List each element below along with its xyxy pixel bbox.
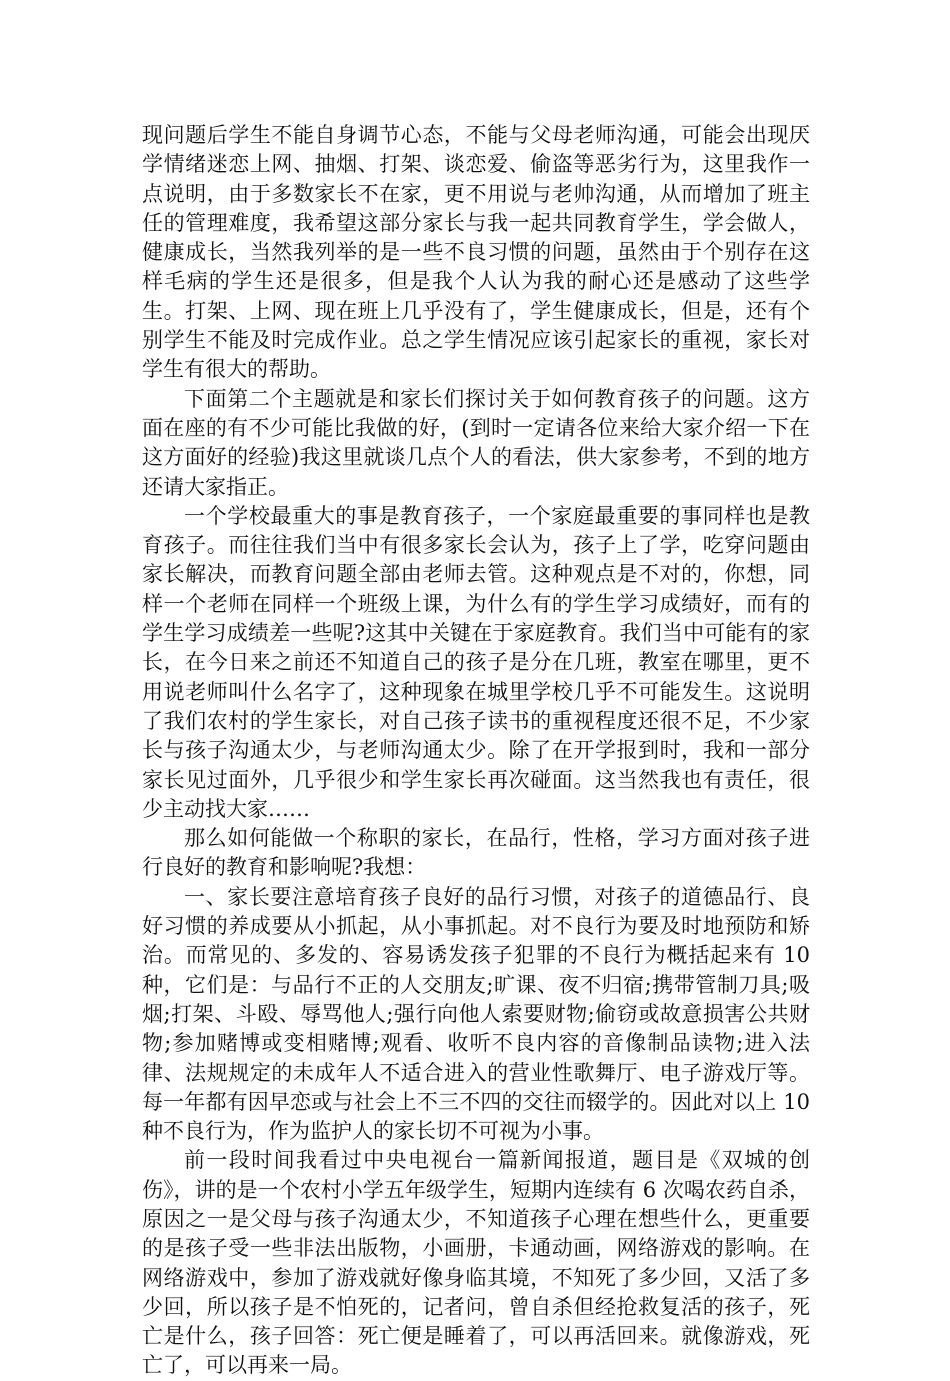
document-page <box>142 121 810 1381</box>
paragraph-news-report: 前一段时间我看过中央电视台一篇新闻报道，题目是《双城的创伤》，讲的是一个农村小学五年级学生，短期内连续有 6 次喝农药自杀，原因之一是父母与孩子沟通太少，不知道孩子心理在想些什么，更重要的是孩子受一些非法出版物，小画册，卡通动画，网络游戏的影响。在网络游戏中，参加了游戏就好像身临其境，不知死了多少回，又活了多少回，所以孩子是不怕死的，记者问，曾自杀但经抢救复活的孩子，死亡是什么，孩子回答：死亡便是睡着了，可以再活回来。就像游戏，死亡了，可以再来一局。 <box>142 1148 810 1378</box>
paragraph-qualified-parent: 那么如何能做一个称职的家长，在品行，性格，学习方面对孩子进行良好的教育和影响呢?我想： <box>142 826 810 880</box>
paragraph-continuation: 现问题后学生不能自身调节心态，不能与父母老师沟通，可能会出现厌学情绪迷恋上网、抽烟、打架、谈恋爱、偷盗等恶劣行为，这里我作一点说明，由于多数家长不在家，更不用说与老帅沟通，从而增加了班主任的管理难度，我希望这部分家长与我一起共同教育学生，学会做人，健康成长，当然我列举的是一些不良习惯的问题，虽然由于个别存在这样毛病的学生还是很多，但是我个人认为我的耐心还是感动了这些学生。打架、上网、现在班上几乎没有了，学生健康成长，但是，还有个别学生不能及时完成作业。总之学生情况应该引起家长的重视，家长对学生有很大的帮助。 <box>142 123 810 382</box>
paragraph-point-one: 一、家长要注意培育孩子良好的品行习惯，对孩子的道德品行、良好习惯的养成要从小抓起，从小事抓起。对不良行为要及时地预防和矫治。而常见的、多发的、容易诱发孩子犯罪的不良行为概括起来有 10 种，它们是：与品行不正的人交朋友;旷课、夜不归宿;携带管制刀具;吸烟;打架、斗殴、辱骂他人;强行向他人索要财物;偷窃或故意损害公共财物;参加赌博或变相赌博;观看、收听不良内容的音像制品读物;进入法律、法规规定的未成年人不适合进入的营业性歌舞厅、电子游戏厅等。每一年都有因早恋或与社会上不三不四的交往而辍学的。因此对以上 10 种不良行为，作为监护人的家长切不可视为小事。 <box>142 884 810 1144</box>
paragraph-second-topic: 下面第二个主题就是和家长们探讨关于如何教育孩子的问题。这方面在座的有不少可能比我做的好，(到时一定请各位来给大家介绍一下在这方面好的经验)我这里就谈几点个人的看法，供大家参考，不到的地方还请大家指正。 <box>142 386 810 499</box>
paragraph-family-education: 一个学校最重大的事是教育孩子，一个家庭最重要的事同样也是教育孩子。而往往我们当中有很多家长会认为，孩子上了学，吃穿问题由家长解决，而教育问题全部由老师去管。这种观点是不对的，你想，同样一个老师在同样一个班级上课，为什么有的学生学习成绩好，而有的学生学习成绩差一些呢?这其中关键在于家庭教育。我们当中可能有的家长，在今日来之前还不知道自己的孩子是分在几班，教室在哪里，更不用说老师叫什么名字了，这种现象在城里学校几乎不可能发生。这说明了我们农村的学生家长，对自己孩子读书的重视程度还很不足，不少家长与孩子沟通太少，与老师沟通太少。除了在开学报到时，我和一部分家长见过面外，几乎很少和学生家长再次碰面。这当然我也有责任，很少主动找大家…… <box>142 503 810 821</box>
